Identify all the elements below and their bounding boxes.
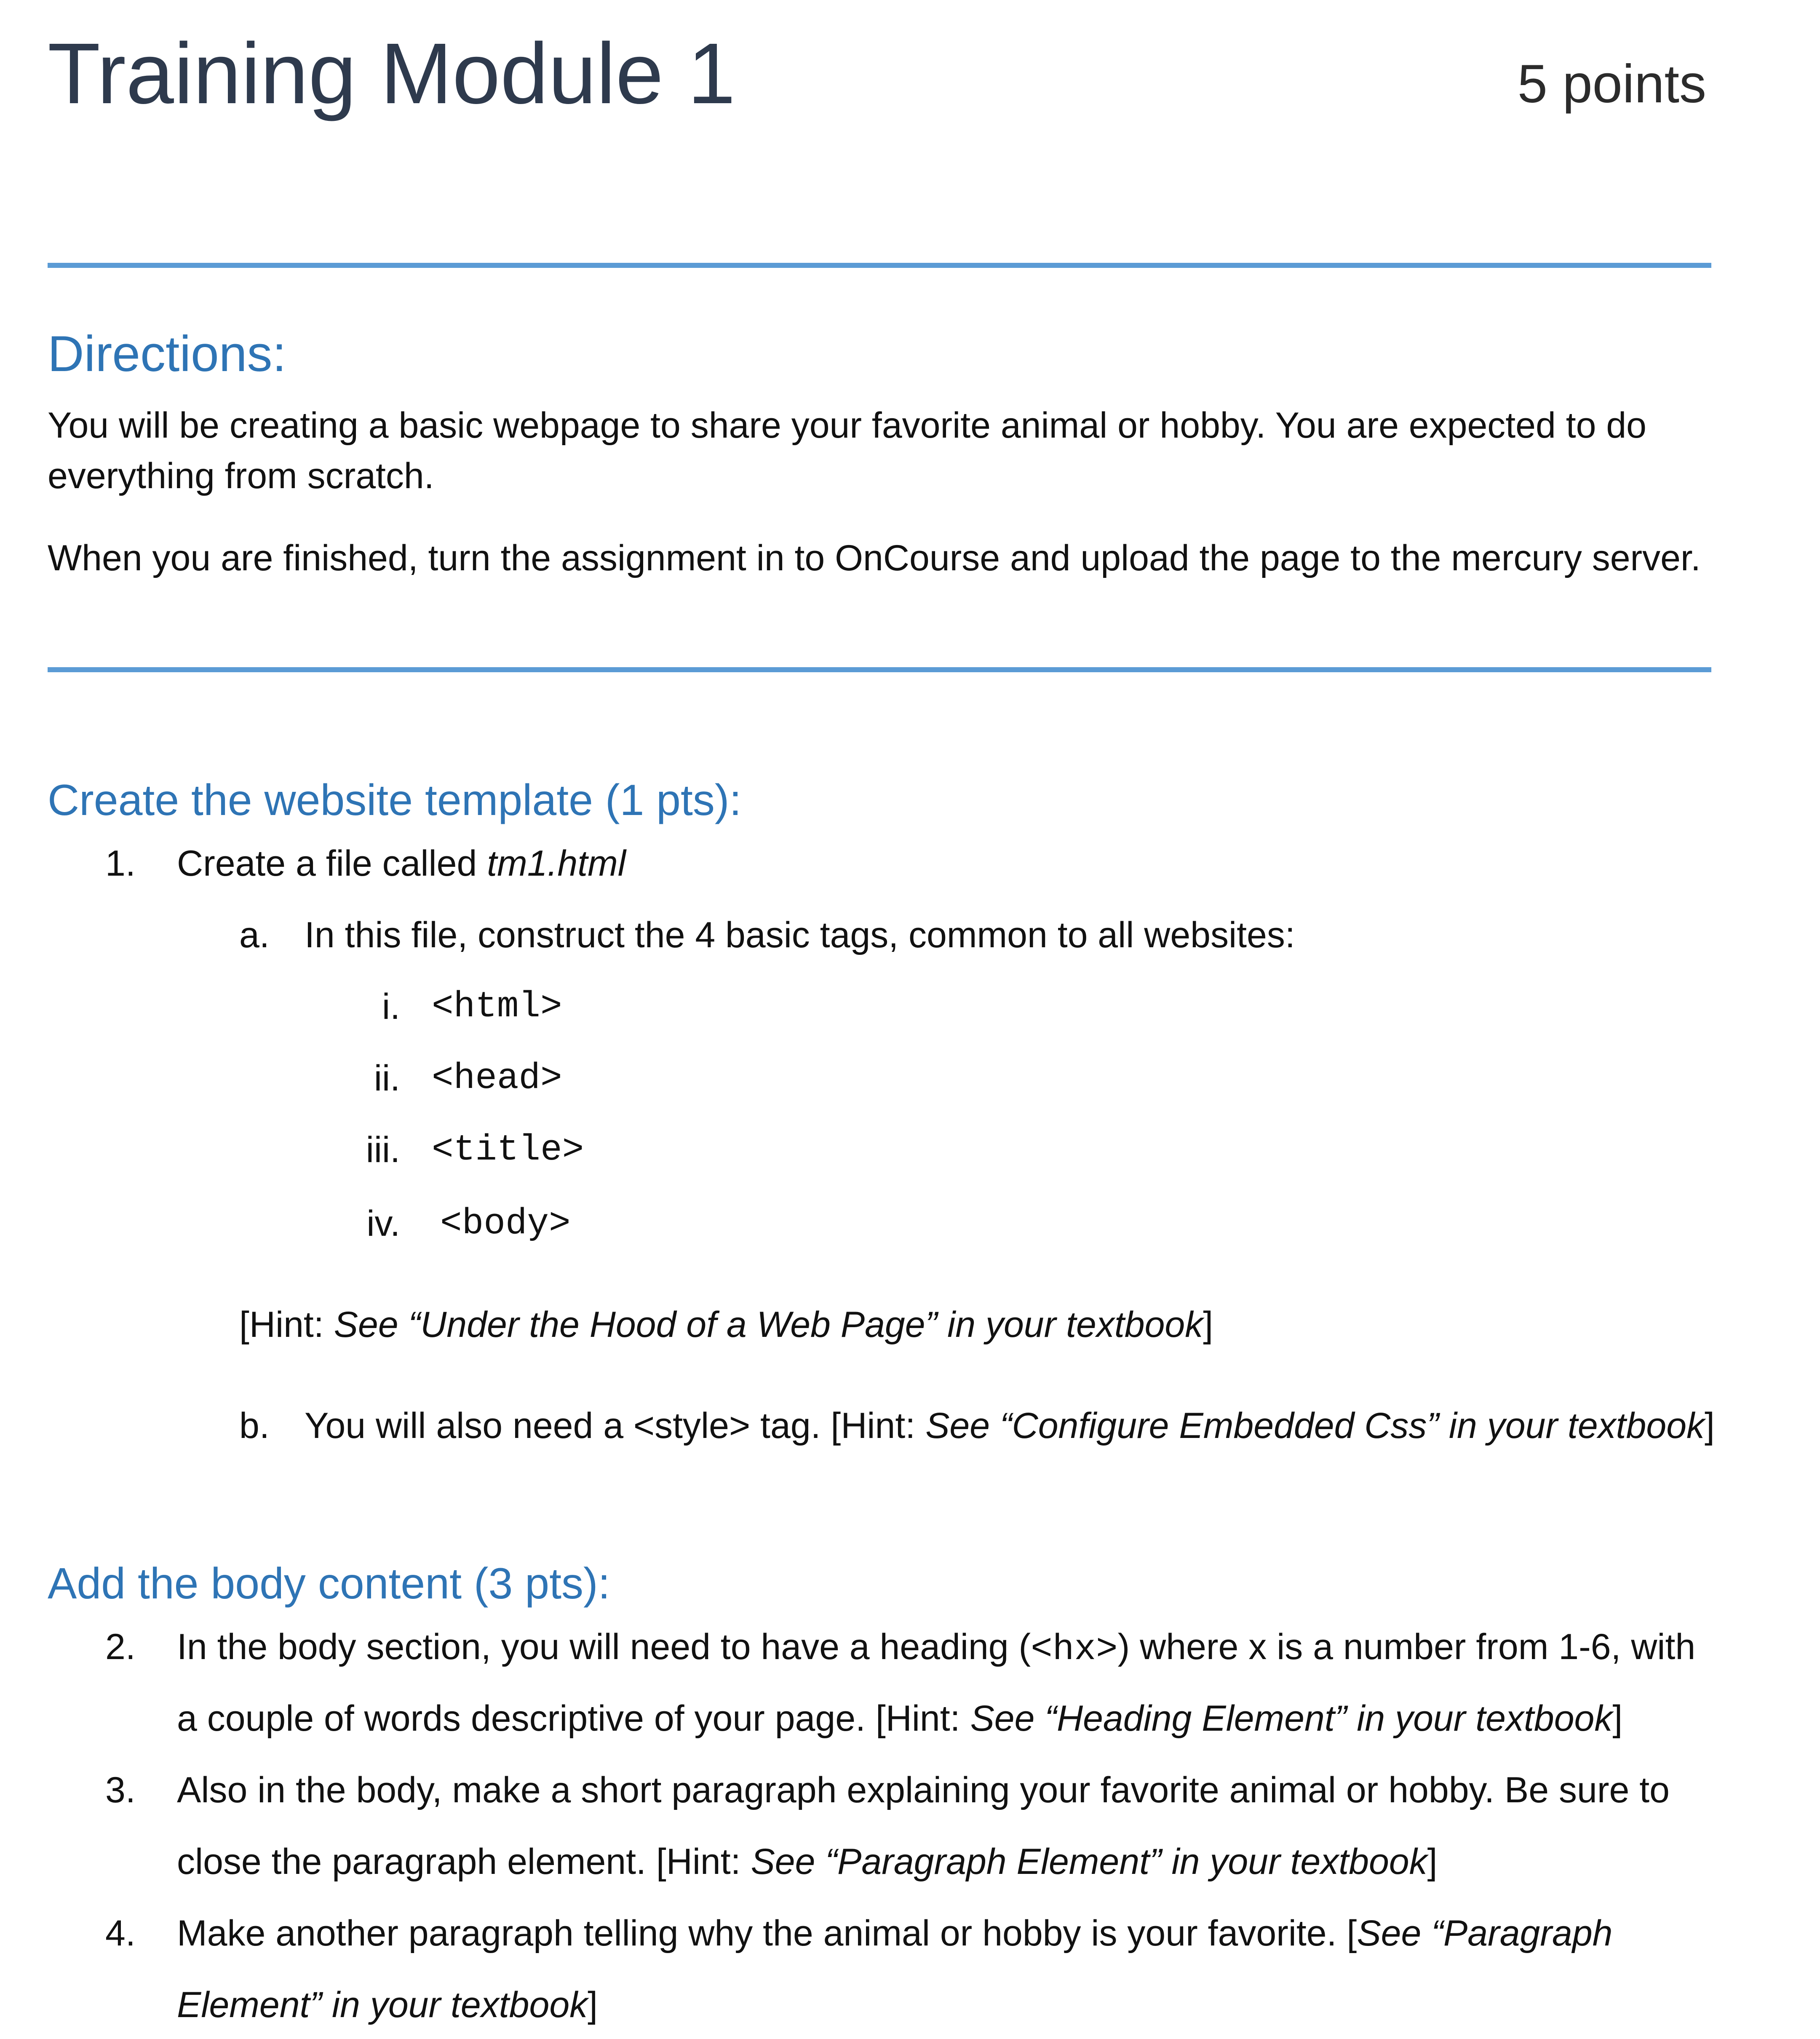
code-hx: <hx> xyxy=(1031,1629,1118,1670)
list-item-3-line-1: Also in the body, make a short paragraph explaining your favorite animal or hobby. Be sure to xyxy=(177,1770,1670,1810)
list-item-4-line-2 xyxy=(177,1980,598,2030)
hint-close: ] xyxy=(1203,1304,1213,1345)
item-2-text-end: ) where x is a number from 1-6, with xyxy=(1117,1627,1696,1667)
list-item-a: In this file, construct the 4 basic tags, common to all websites: xyxy=(305,915,1295,955)
directions-heading: Directions: xyxy=(48,326,286,382)
hint-reference: See “Paragraph Element” in your textbook xyxy=(751,1841,1427,1882)
list-letter-a: a. xyxy=(239,915,270,955)
filename: tm1.html xyxy=(487,843,626,884)
list-item-3-line-2 xyxy=(177,1836,1438,1887)
tag-body: <body> xyxy=(440,1203,571,1244)
divider-bottom xyxy=(48,667,1711,672)
roman-numeral-ii: ii. xyxy=(374,1058,400,1098)
hint-close: ] xyxy=(1427,1841,1438,1882)
item-3-hint-open: close the paragraph element. [Hint: xyxy=(177,1841,751,1882)
hint-open: [Hint: xyxy=(239,1304,334,1345)
item-2-hint-open: a couple of words descriptive of your page. [Hint: xyxy=(177,1698,970,1739)
template-section-heading: Create the website template (1 pts): xyxy=(48,776,742,825)
divider-top xyxy=(48,263,1711,268)
item-4-text: Make another paragraph telling why the animal or hobby is your favorite. [ xyxy=(177,1913,1357,1953)
hint-reference: See “Heading Element” in your textbook xyxy=(970,1698,1613,1739)
list-letter-b: b. xyxy=(239,1406,270,1446)
list-item-4-line-1 xyxy=(177,1908,1612,1959)
hint-close: ] xyxy=(1705,1406,1715,1446)
list-number-2: 2. xyxy=(105,1627,136,1667)
list-item-2-line-2 xyxy=(177,1693,1622,1744)
tag-html: <html> xyxy=(432,986,562,1027)
roman-numeral-iv: iv. xyxy=(366,1203,400,1244)
list-item-1 xyxy=(177,838,626,889)
roman-numeral-i: i. xyxy=(382,986,400,1027)
tag-head: <head> xyxy=(432,1058,562,1099)
directions-paragraph-line-2: everything from scratch. xyxy=(48,456,434,496)
directions-paragraph-line-1: You will be creating a basic webpage to share your favorite animal or hobby. You are expected to do xyxy=(48,405,1647,446)
roman-numeral-iii: iii. xyxy=(366,1130,400,1170)
hint-close: ] xyxy=(588,1985,598,2025)
list-item-b-text: You will also need a <style> tag. [Hint: xyxy=(305,1406,926,1446)
list-number-1: 1. xyxy=(105,843,136,884)
body-section-heading: Add the body content (3 pts): xyxy=(48,1559,610,1608)
hint-reference: See “Paragraph xyxy=(1357,1913,1613,1953)
list-number-4: 4. xyxy=(105,1913,136,1953)
list-item-1-text: Create a file called xyxy=(177,843,487,884)
hint-under-the-hood xyxy=(239,1299,1213,1350)
list-item-b xyxy=(305,1400,1715,1451)
list-number-3: 3. xyxy=(105,1770,136,1810)
directions-paragraph-2: When you are finished, turn the assignment in to OnCourse and upload the page to the mercury server. xyxy=(48,538,1701,578)
hint-reference-continued: Element” in your textbook xyxy=(177,1985,588,2025)
tag-title: <title> xyxy=(432,1129,584,1170)
points-value: 5 points xyxy=(1517,54,1706,114)
hint-close: ] xyxy=(1612,1698,1623,1739)
item-2-text: In the body section, you will need to have a heading ( xyxy=(177,1627,1031,1667)
list-item-2-line-1 xyxy=(177,1622,1695,1675)
page-title: Training Module 1 xyxy=(48,25,736,122)
hint-reference: See “Under the Hood of a Web Page” in your textbook xyxy=(334,1304,1203,1345)
hint-reference: See “Configure Embedded Css” in your textbook xyxy=(925,1406,1705,1446)
